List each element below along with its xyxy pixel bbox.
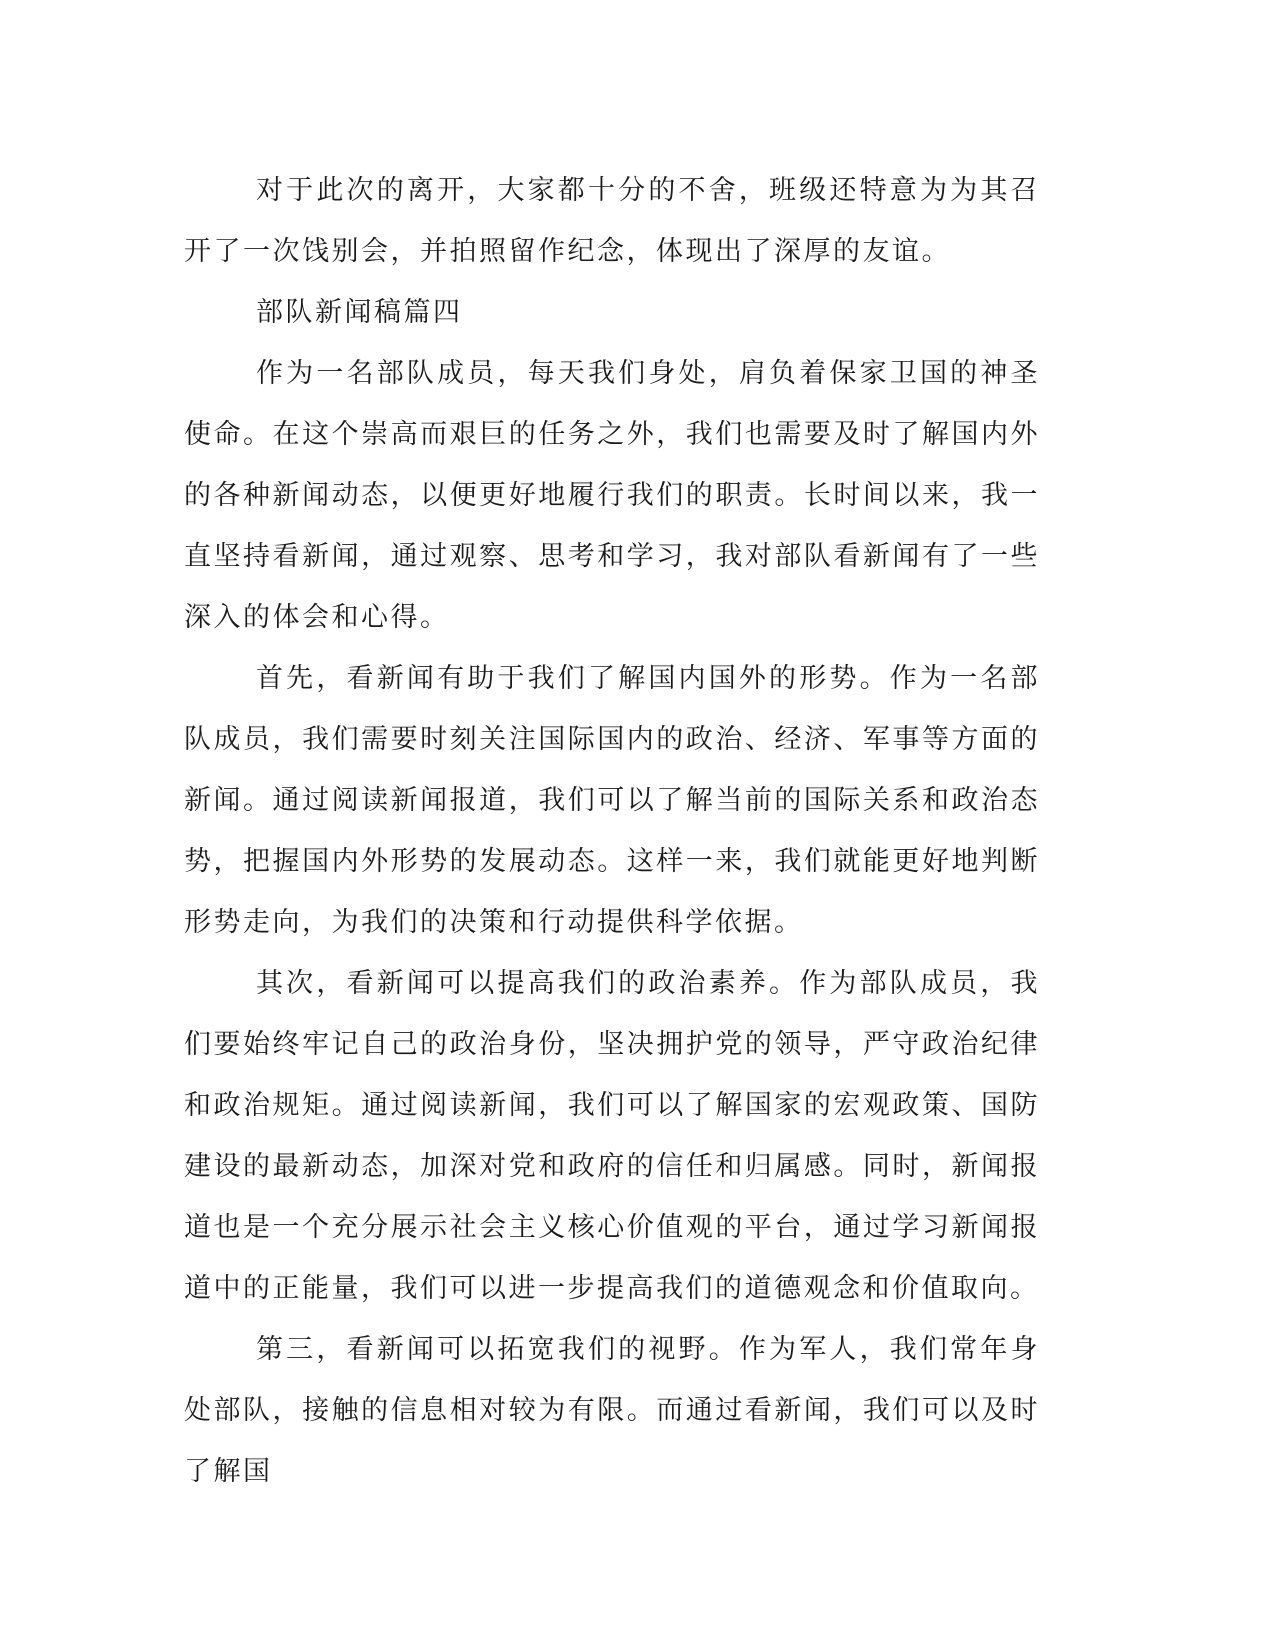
paragraph-third-point: 第三，看新闻可以拓宽我们的视野。作为军人，我们常年身处部队，接触的信息相对较为有限。而通过看新闻，我们可以及时了解国 <box>184 1334 1040 1487</box>
paragraph-first-point: 首先，看新闻有助于我们了解国内国外的形势。作为一名部队成员，我们需要时刻关注国际国内的政治、经济、军事等方面的新闻。通过阅读新闻报道，我们可以了解当前的国际关系和政治态势，把握国内外形势的发展动态。这样一来，我们就能更好地判断形势走向，为我们的决策和行动提供科学依据。 <box>184 663 1040 938</box>
section-heading: 部队新闻稿篇四 <box>256 297 463 328</box>
paragraph-intro: 作为一名部队成员，每天我们身处，肩负着保家卫国的神圣使命。在这个崇高而艰巨的任务之外，我们也需要及时了解国内外的各种新闻动态，以便更好地履行我们的职责。长时间以来，我一直坚持看新闻，通过观察、思考和学习，我对部队看新闻有了一些深入的体会和心得。 <box>184 358 1040 633</box>
paragraph-second-point: 其次，看新闻可以提高我们的政治素养。作为部队成员，我们要始终牢记自己的政治身份，坚决拥护党的领导，严守政治纪律和政治规矩。通过阅读新闻，我们可以了解国家的宏观政策、国防建设的最新动态，加深对党和政府的信任和归属感。同时，新闻报道也是一个充分展示社会主义核心价值观的平台，通过学习新闻报道中的正能量，我们可以进一步提高我们的道德观念和价值取向。 <box>184 968 1040 1304</box>
document-body <box>184 160 1040 1502</box>
paragraph-farewell: 对于此次的离开，大家都十分的不舍，班级还特意为为其召开了一次饯别会，并拍照留作纪念，体现出了深厚的友谊。 <box>184 175 1040 267</box>
